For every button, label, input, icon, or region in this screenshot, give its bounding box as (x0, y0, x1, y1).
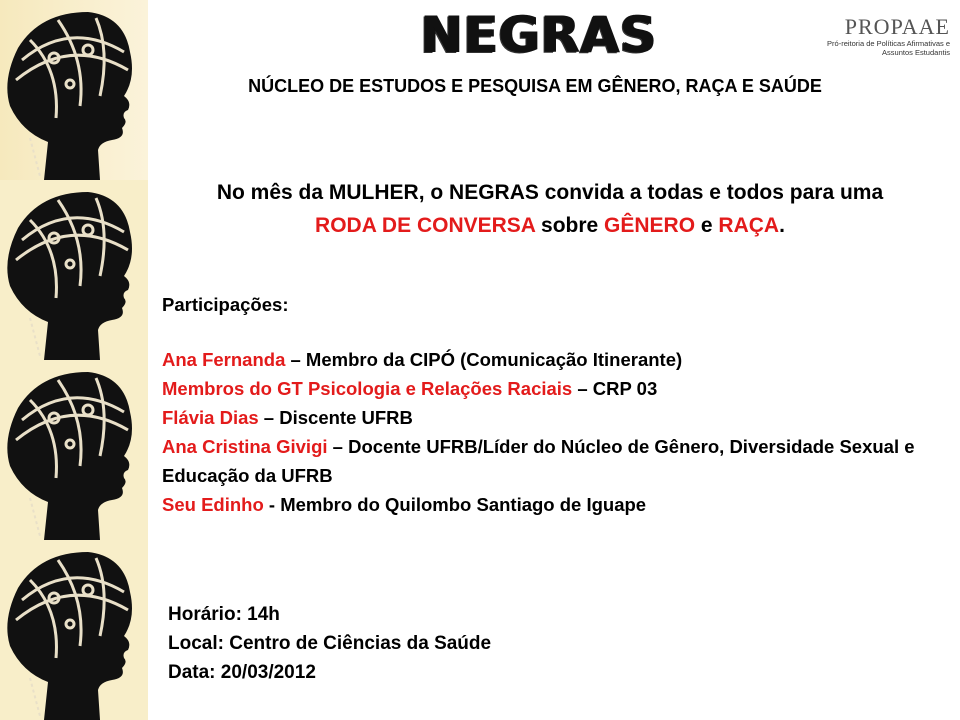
logo-text: NEGRAS (420, 6, 657, 64)
participant-item (162, 345, 932, 374)
participant-name: Membros do GT Psicologia e Relações Raciais (162, 378, 573, 399)
highlight-roda-de-conversa: RODA DE CONVERSA (315, 214, 536, 237)
invitation-line-2 (160, 209, 940, 242)
invitation-connector: e (695, 214, 719, 237)
invitation-period: . (779, 214, 785, 237)
invitation-connector: sobre (535, 214, 605, 237)
negras-logo (420, 2, 657, 70)
participant-role: – CRP 03 (572, 378, 658, 399)
participant-role: – Membro da CIPÓ (Comunicação Itinerante) (285, 349, 683, 370)
portrait-strip (0, 0, 148, 720)
event-place: Local: Centro de Ciências da Saúde (168, 633, 492, 654)
propaae-logo-description: Pró-reitoria de Políticas Afirmativas e Assuntos Estudantis (827, 39, 950, 57)
participant-name: Flávia Dias (162, 407, 259, 428)
event-date: Data: 20/03/2012 (168, 662, 316, 683)
participant-role: – Docente UFRB/Líder do Núcleo de Gênero, Diversidade Sexual e Educação da UFRB (162, 436, 915, 486)
woman-silhouette-icon (0, 360, 148, 540)
participant-item (162, 403, 932, 432)
woman-silhouette-icon (0, 180, 148, 360)
woman-silhouette-icon (0, 540, 148, 720)
event-time: Horário: 14h (168, 604, 280, 625)
participant-name: Seu Edinho (162, 494, 264, 515)
invitation-line-1: No mês da MULHER, o NEGRAS convida a todas e todos para uma (216, 181, 884, 204)
participant-item (162, 432, 932, 490)
participants-list (162, 345, 932, 519)
participant-role: - Membro do Quilombo Santiago de Iguape (263, 494, 647, 515)
participant-item (162, 490, 932, 519)
participant-role: – Discente UFRB (258, 407, 413, 428)
propaae-logo-name: PROPAAE (844, 14, 950, 39)
invitation-text (160, 176, 940, 242)
highlight-raca: RAÇA (718, 214, 780, 237)
participant-name: Ana Cristina Givigi (162, 436, 328, 457)
event-info (168, 600, 491, 687)
woman-silhouette-icon (0, 0, 148, 180)
propaae-logo (820, 16, 950, 57)
participations-title: Participações: (162, 294, 289, 315)
participant-item (162, 374, 932, 403)
participant-name: Ana Fernanda (162, 349, 286, 370)
page-subtitle: NÚCLEO DE ESTUDOS E PESQUISA EM GÊNERO, RAÇA E SAÚDE (248, 76, 822, 96)
highlight-genero: GÊNERO (604, 214, 696, 237)
